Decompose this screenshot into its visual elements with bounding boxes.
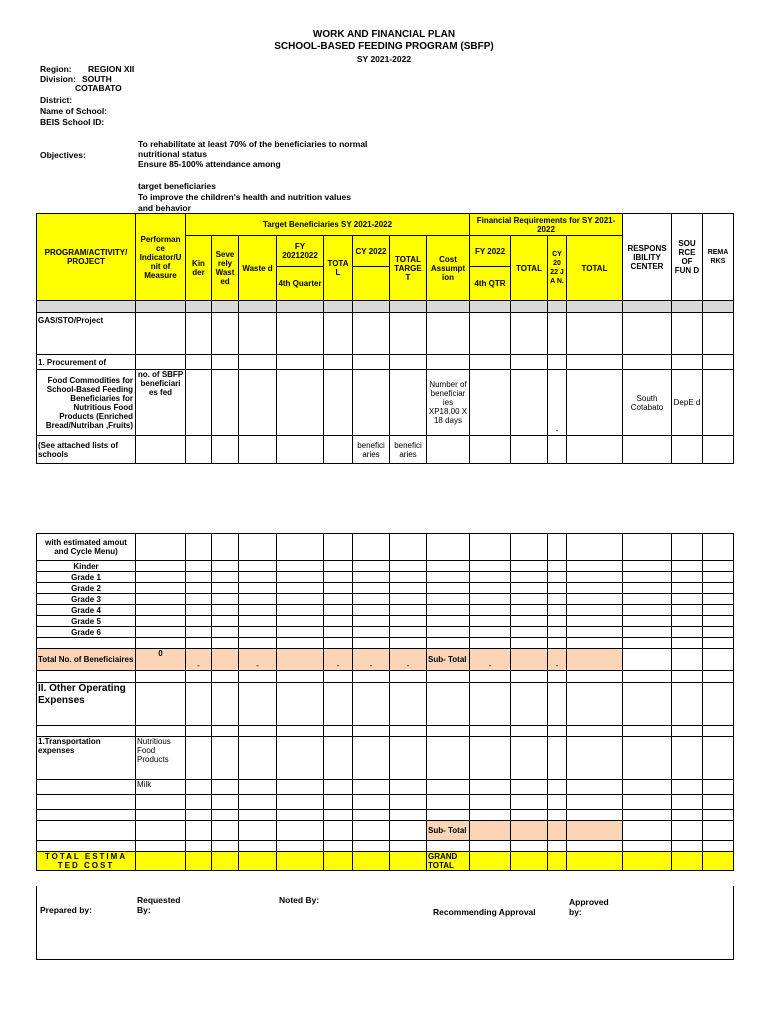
table-row <box>37 583 734 594</box>
grade-5: Grade 5 <box>37 616 136 627</box>
table-row <box>37 737 734 780</box>
beis-id-label: BEIS School ID: <box>40 117 105 127</box>
region-value: REGION XII <box>88 64 135 74</box>
grade-2: Grade 2 <box>37 583 136 594</box>
food-commodities-label: Food Commodities for School-Based Feeding Beneficiaries for Nutritious Food Products (Enriched Bread/Nutriban ,Fruits) <box>37 370 136 436</box>
table-row <box>37 572 734 583</box>
table-row <box>37 561 734 572</box>
grade-1: Grade 1 <box>37 572 136 583</box>
title-sy: SY 2021-2022 <box>356 54 412 64</box>
other-operating-expenses: II. Other Operating Expenses <box>37 683 136 726</box>
estimated-amount-label: with estimated amout and Cycle Menu) <box>37 534 136 561</box>
total-beneficiaries-row <box>37 649 734 671</box>
header-responsibility: RESPONS IBILITY CENTER <box>623 214 672 301</box>
header-4th-quarter: 4th Quarter <box>277 267 324 301</box>
district-label: District: <box>40 95 73 105</box>
grade-6: Grade 6 <box>37 627 136 638</box>
grade-3: Grade 3 <box>37 594 136 605</box>
header-target-beneficiaries: Target Beneficiaries SY 2021-2022 <box>186 214 470 236</box>
prepared-by-label: Prepared by: <box>40 905 92 915</box>
table-row <box>37 810 734 821</box>
header-cy-jan: CY 20 22 J A N. <box>548 236 567 301</box>
milk-label: Milk <box>136 780 186 795</box>
procurement-label: 1. Procurement of <box>37 355 136 370</box>
table-row <box>37 313 734 355</box>
table-row <box>37 726 734 737</box>
food-responsibility: South Cotabato <box>623 370 672 436</box>
total-beneficiaries-label: Total No. of Beneficiaires <box>37 649 136 671</box>
objective-line-6: and behavior <box>138 203 191 213</box>
objective-line-3: Ensure 85-100% attendance among <box>138 159 281 169</box>
title-program: SCHOOL-BASED FEEDING PROGRAM (SBFP) <box>274 41 494 52</box>
food-cost-assumption: Number of beneficiar ies XP18.00 X 18 days <box>427 370 470 436</box>
header-total-2: TOTAL <box>511 236 548 301</box>
table-row <box>37 638 734 649</box>
table-row <box>37 594 734 605</box>
gray-separator-row <box>37 301 734 313</box>
table-row <box>37 683 734 726</box>
division-value: SOUTH <box>82 74 112 84</box>
header-source: SOU RCE OF FUN D <box>672 214 703 301</box>
objective-line-2: nutritional status <box>138 149 207 159</box>
table-row <box>37 821 734 841</box>
total-estimated-cost-label: TOTAL ESTIMA TED COST <box>37 852 136 871</box>
table-row <box>37 627 734 638</box>
school-name-label: Name of School: <box>40 106 108 116</box>
header-total-target: TOTAL TARGE T <box>390 236 427 301</box>
region-label: Region: <box>40 64 72 74</box>
grand-total-label: GRAND TOTAL <box>427 852 470 871</box>
grade-4: Grade 4 <box>37 605 136 616</box>
cy-jan-dash: - <box>548 649 567 671</box>
food-source: DepE d <box>672 370 703 436</box>
division-value-2: COTABATO <box>75 83 122 93</box>
food-performance: no. of SBFP beneficiari es fed <box>136 370 186 436</box>
requested-by-label: Requested By: <box>137 895 181 915</box>
transportation-label: 1.Transportation expenses <box>37 737 136 780</box>
header-severely-wasted: Seve rely Wast ed <box>212 236 239 301</box>
table-row <box>37 795 734 810</box>
subtotal-label: Sub- Total <box>427 649 470 671</box>
header-program: PROGRAM/ACTIVITY/ PROJECT <box>37 214 136 301</box>
table-row <box>37 616 734 627</box>
header-remarks: REMA RKS <box>703 214 734 301</box>
header-cost-assumption: Cost Assumpt ion <box>427 236 470 301</box>
header-cy-blank <box>353 267 390 301</box>
header-cy: CY 2022 <box>353 236 390 267</box>
objectives-label: Objectives: <box>40 150 86 160</box>
table-row <box>37 780 734 795</box>
noted-by-label: Noted By: <box>279 895 320 905</box>
cy-dash: - <box>353 649 390 671</box>
header-financial-requirements: Financial Requirements for SY 2021-2022 <box>470 214 623 236</box>
fy-dash: - <box>470 649 511 671</box>
total-target-dash: - <box>390 649 427 671</box>
grade-kinder: Kinder <box>37 561 136 572</box>
objective-line-1: To rehabilitate at least 70% of the beneficiaries to normal <box>138 139 368 149</box>
table-row <box>37 370 734 436</box>
subtotal-label-2: Sub- Total <box>427 821 470 841</box>
header-fy-2022: FY 2022 <box>470 236 511 267</box>
see-attached-label: (See attached lists of schools <box>37 436 136 464</box>
objective-line-4: target beneficiaries <box>138 181 216 191</box>
total-dash: - <box>324 649 353 671</box>
title-work-plan: WORK AND FINANCIAL PLAN <box>312 29 456 40</box>
approved-by-label: Approved by: <box>569 897 609 917</box>
recommending-approval-label: Recommending Approval <box>433 907 536 917</box>
header-fy: FY 20212022 <box>277 236 324 267</box>
header-performance: Performan ce Indicator/U nit of Measure <box>136 214 186 301</box>
table-row <box>37 605 734 616</box>
table-row <box>37 534 734 561</box>
header-4th-qtr: 4th QTR <box>470 267 511 301</box>
objective-line-5: To improve the children's health and nutrition values <box>138 192 351 202</box>
food-cy-jan-dash: - <box>548 370 567 436</box>
gas-sto-project: GAS/STO/Project <box>37 313 136 355</box>
kinder-dash: - <box>186 649 212 671</box>
beneficiaries-table <box>36 533 734 871</box>
header-wasted: Waste d <box>239 236 277 301</box>
division-label: Division: <box>40 74 76 84</box>
see-cy-value: benefici aries <box>353 436 390 464</box>
header-total-3: TOTAL <box>567 236 623 301</box>
table-row <box>37 841 734 852</box>
header-total: TOTA L <box>324 236 353 301</box>
table-row <box>37 436 734 464</box>
total-beneficiaries-value: 0 <box>136 649 186 671</box>
total-estimated-cost-row <box>37 852 734 871</box>
work-plan-table <box>36 213 734 464</box>
table-row <box>37 355 734 370</box>
see-total-target-value: benefici aries <box>390 436 427 464</box>
wasted-dash: - <box>239 649 277 671</box>
nutritious-food-label: Nutritious Food Products <box>136 737 186 780</box>
table-row <box>37 671 734 683</box>
header-kinder: Kin der <box>186 236 212 301</box>
